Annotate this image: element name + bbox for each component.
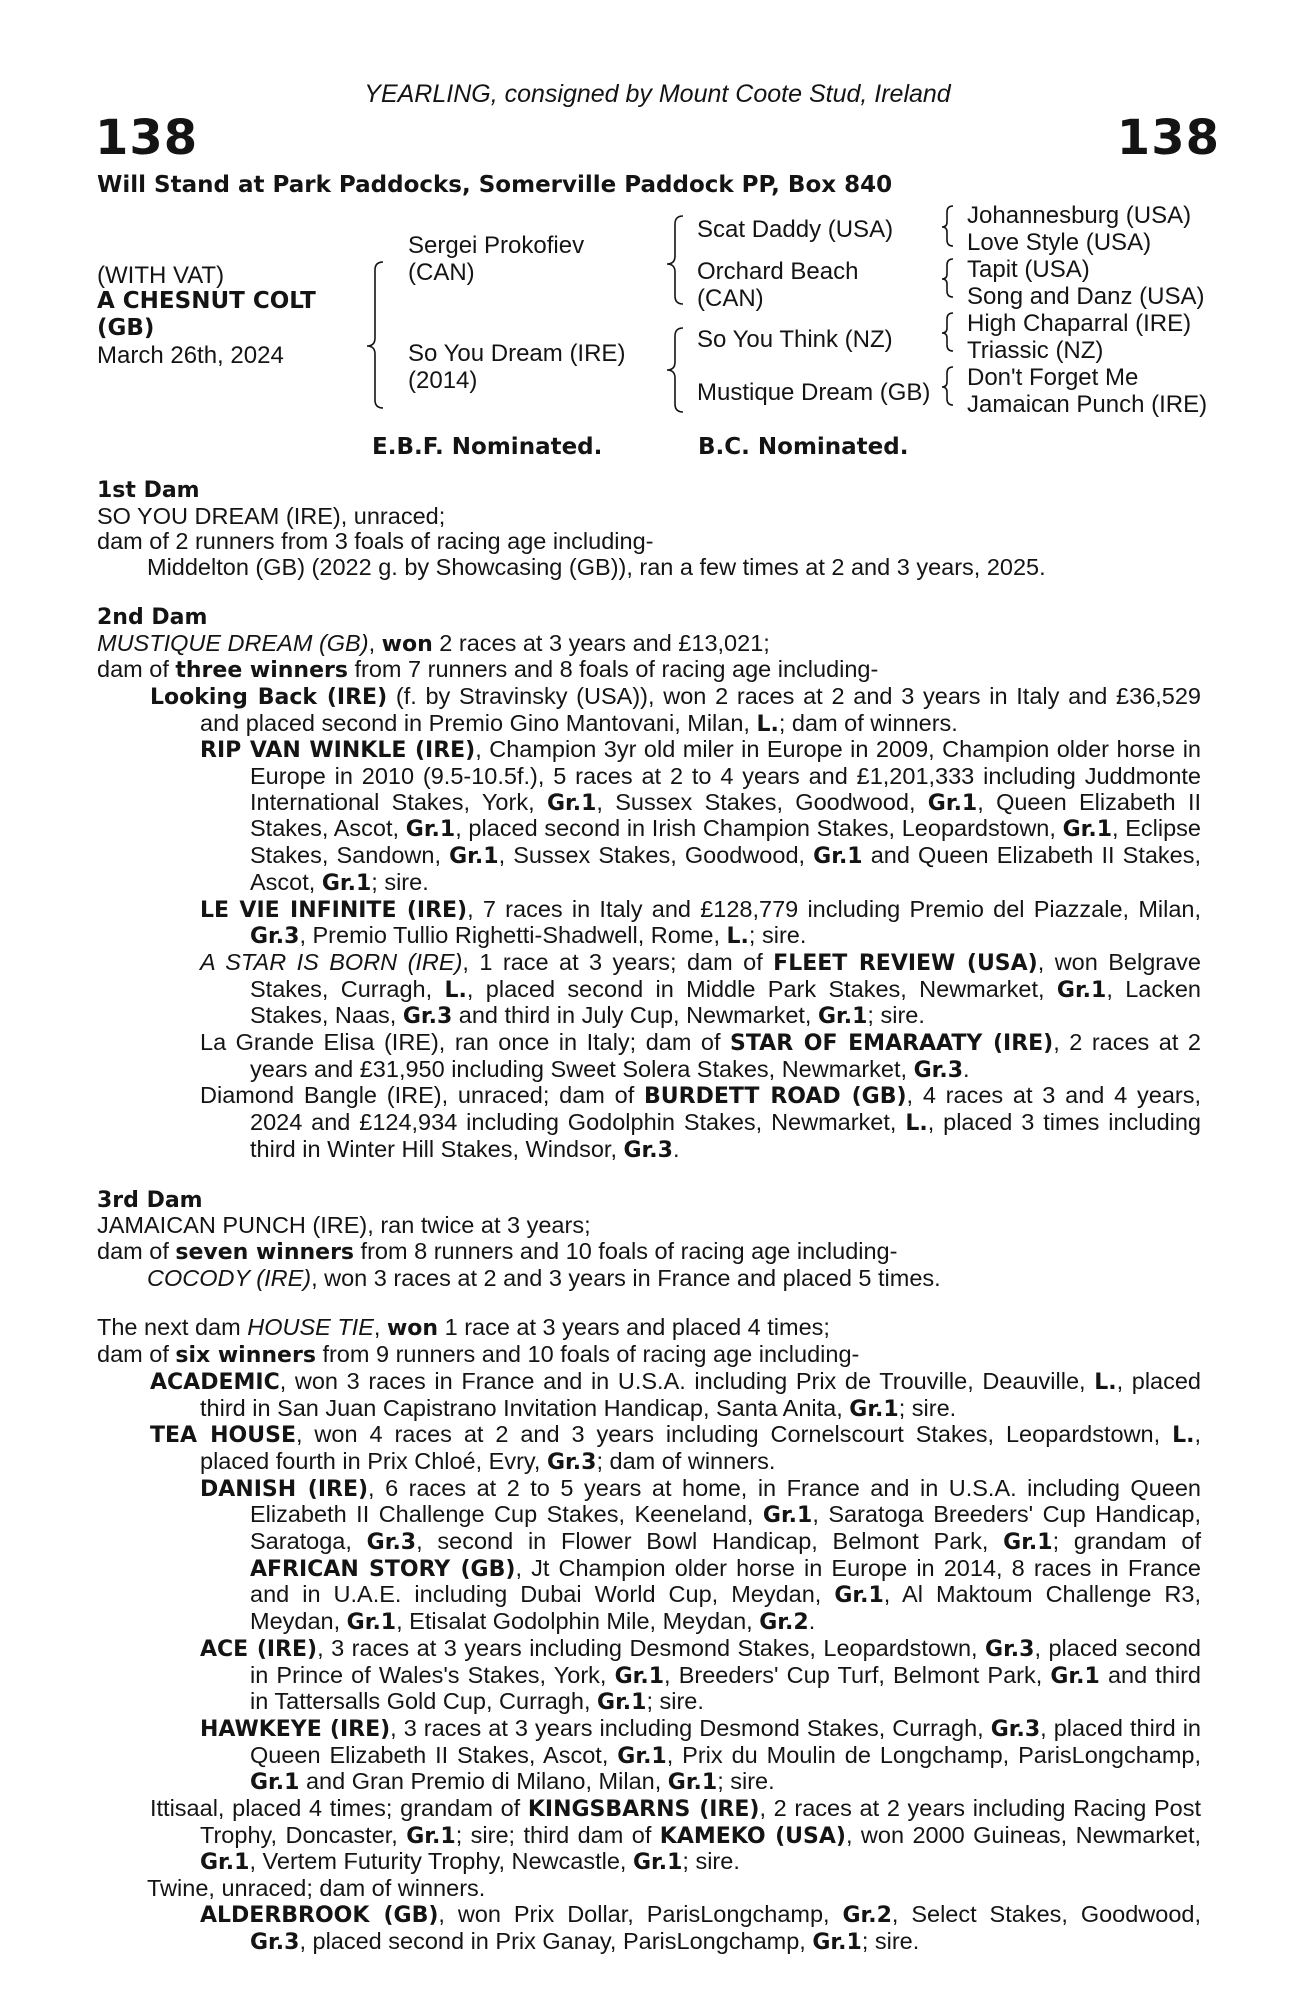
next-dam-won: won — [386, 1316, 439, 1342]
dam-sire: So You Think (NZ) — [697, 326, 893, 353]
third-dam-line: JAMAICAN PUNCH (IRE), ran twice at 3 years; — [97, 1212, 591, 1239]
first-dam-line: SO YOU DREAM (IRE), unraced; — [97, 502, 446, 529]
first-dam-heading: 1st Dam — [97, 478, 200, 503]
entry-academic: ACADEMIC, won 3 races in France and in U.S.A. including Prix de Trouville, Deauville, L., placed third in San Juan Capistrano Invitation Handicap, Santa Anita, Gr.1; sire. — [150, 1367, 1202, 1422]
third-dam-produce — [97, 1239, 1201, 1266]
vat-label: (WITH VAT) — [97, 262, 225, 289]
next-dam-line — [97, 1315, 1201, 1342]
next-dam-c: , — [373, 1314, 387, 1341]
next-dam-a: The next dam — [97, 1314, 248, 1341]
lot-number-left: 138 — [95, 110, 199, 166]
next-dam-produce-c: from 9 runners and 10 foals of racing age including- — [315, 1341, 860, 1368]
entry-cocody — [97, 1266, 1201, 1292]
third-dam-winners: seven winners — [175, 1239, 355, 1265]
brace-ss — [942, 206, 953, 246]
sire-dam: Orchard Beach — [697, 258, 859, 285]
entry-danish: DANISH (IRE), 6 races at 2 to 5 years at home, in France and in U.S.A. including Queen Elizabeth II Challenge Cup Stakes, Keeneland, Gr.1, Saratoga Breeders' Cup Handicap, Saratoga, Gr.3, second in Flower Bowl Handicap, Belmont Park, Gr.1; grandam of AFRICAN STORY (GB), Jt Champion older horse in Europe in 2014, 8 races in France and in U.A.E. including Dubai World Cup, Meydan, Gr.1, Al Maktoum Challenge R3, Meydan, Gr.1, Etisalat Godolphin Mile, Meydan, Gr.2. — [200, 1474, 1202, 1636]
dam-sire-sire: High Chaparral (IRE) — [967, 310, 1192, 337]
dam-dam-dam: Jamaican Punch (IRE) — [967, 391, 1208, 418]
second-dam-produce-c: from 7 runners and 8 foals of racing age including- — [347, 656, 879, 683]
brace-colt — [367, 262, 383, 408]
sire-dam-country: (CAN) — [697, 285, 764, 312]
dam-dam: Mustique Dream (GB) — [697, 379, 931, 406]
brace-sire — [667, 216, 683, 304]
second-dam-heading: 2nd Dam — [97, 604, 208, 630]
brace-sd — [942, 259, 953, 297]
bc-nomination: B.C. Nominated. — [698, 434, 909, 460]
stand-location: Will Stand at Park Paddocks, Somerville Paddock PP, Box 840 — [97, 172, 893, 198]
first-dam-produce: dam of 2 runners from 3 foals of racing age including- — [97, 528, 654, 555]
second-dam-won: won — [381, 631, 433, 657]
entry-diamond-bangle: Diamond Bangle (IRE), unraced; dam of BURDETT ROAD (GB), 4 races at 3 and 4 years, 2024 and £124,934 including Godolphin Stakes, Newmarket, L., placed 3 times including third in Winter Hill Stakes, Windsor, Gr.3. — [200, 1082, 1202, 1163]
lot-number-right: 138 — [1116, 110, 1220, 166]
first-dam-runner: Middelton (GB) (2022 g. by Showcasing (GB)), ran a few times at 2 and 3 years, 2025. — [147, 554, 1046, 581]
sire-sire-sire: Johannesburg (USA) — [967, 202, 1192, 229]
dam-year: (2014) — [408, 367, 478, 394]
ebf-nomination: E.B.F. Nominated. — [372, 434, 603, 460]
entry-rip-van-winkle: RIP VAN WINKLE (IRE), Champion 3yr old miler in Europe in 2009, Champion older horse in Europe in 2010 (9.5-10.5f.), 5 races at 2 to 4 years and £1,201,333 including Juddmonte International Stakes, York, Gr.1, Sussex Stakes, Goodwood, Gr.1, Queen Elizabeth II Stakes, Ascot, Gr.1, placed second in Irish Champion Stakes, Leopardstown, Gr.1, Eclipse Stakes, Sandown, Gr.1, Sussex Stakes, Goodwood, Gr.1 and Queen Elizabeth II Stakes, Ascot, Gr.1; sire. — [200, 736, 1202, 896]
brace-ds — [942, 313, 953, 351]
second-dam-record: 2 races at 3 years and £13,021; — [432, 629, 770, 656]
entry-alderbrook: ALDERBROOK (GB), won Prix Dollar, ParisLongchamp, Gr.2, Select Stakes, Goodwood, Gr.3, placed second in Prix Ganay, ParisLongchamp, Gr.1; sire. — [200, 1900, 1202, 1955]
second-dam-line: MUSTIQUE DREAM (GB), won 2 races at 3 years and £13,021; — [97, 629, 770, 657]
colt-description: A CHESNUT COLT — [97, 288, 316, 314]
cocody-record: , won 3 races at 2 and 3 years in France and placed 5 times. — [311, 1264, 941, 1291]
brace-dam — [667, 328, 683, 412]
catalogue-body — [97, 478, 1201, 1955]
foaling-date: March 26th, 2024 — [97, 342, 284, 369]
entry-twine: Twine, unraced; dam of winners. — [147, 1875, 486, 1902]
next-dam-d: 1 race at 3 years and placed 4 times; — [438, 1314, 830, 1341]
dam-sire-dam: Triassic (NZ) — [967, 337, 1104, 364]
second-dam-produce — [97, 657, 1201, 684]
next-dam-name: HOUSE TIE — [247, 1314, 374, 1341]
third-dam-produce-c: from 8 runners and 10 foals of racing age including- — [354, 1237, 898, 1264]
brace-dd — [942, 367, 953, 405]
second-dam-produce-a: dam of — [97, 656, 176, 683]
second-dam-winners: three winners — [175, 658, 348, 684]
entry-la-grande-elisa: La Grande Elisa (IRE), ran once in Italy; dam of STAR OF EMARAATY (IRE), 2 races at 2 years and £31,950 including Sweet Solera Stakes, Newmarket, Gr.3. — [200, 1029, 1201, 1083]
sire-dam-sire: Tapit (USA) — [967, 256, 1090, 283]
cocody-name: COCODY (IRE) — [147, 1264, 312, 1291]
entry-looking-back: Looking Back (IRE) (f. by Stravinsky (USA)), won 2 races at 2 and 3 years in Italy and £36,529 and placed second in Premio Gino Mantovani, Milan, L.; dam of winners. — [150, 682, 1201, 737]
next-dam-produce-a: dam of — [97, 1341, 176, 1368]
second-dam-name: MUSTIQUE DREAM (GB) — [97, 629, 369, 656]
sire-sire: Scat Daddy (USA) — [697, 216, 894, 243]
entry-a-star-is-born: A STAR IS BORN (IRE), 1 race at 3 years; dam of FLEET REVIEW (USA), won Belgrave Stakes, Curragh, L., placed second in Middle Park Stakes, Newmarket, Gr.1, Lacken Stakes, Naas, Gr.3 and third in July Cup, Newmarket, Gr.1; sire. — [200, 948, 1201, 1030]
consignment-line: YEARLING, consigned by Mount Coote Stud, Ireland — [364, 80, 951, 108]
sire-sire-dam: Love Style (USA) — [967, 229, 1152, 256]
colt-country: (GB) — [97, 315, 155, 341]
dam-name: So You Dream (IRE) — [408, 340, 626, 367]
next-dam-winners: six winners — [175, 1343, 316, 1369]
third-dam-produce-a: dam of — [97, 1237, 176, 1264]
entry-ittisaal: Ittisaal, placed 4 times; grandam of KINGSBARNS (IRE), 2 races at 2 years including Racing Post Trophy, Doncaster, Gr.1; sire; third dam of KAMEKO (USA), won 2000 Guineas, Newmarket, Gr.1, Vertem Futurity Trophy, Newcastle, Gr.1; sire. — [150, 1795, 1201, 1876]
sire-country: (CAN) — [408, 259, 475, 286]
entry-ace: ACE (IRE), 3 races at 3 years including Desmond Stakes, Leopardstown, Gr.3, placed second in Prince of Wales's Stakes, York, Gr.1, Breeders' Cup Turf, Belmont Park, Gr.1 and third in Tattersalls Gold Cup, Curragh, Gr.1; sire. — [200, 1634, 1201, 1716]
next-dam-produce — [97, 1342, 1201, 1369]
entry-le-vie-infinite: LE VIE INFINITE (IRE), 7 races in Italy and £128,779 including Premio del Piazzale, Milan, Gr.3, Premio Tullio Righetti-Shadwell, Rome, L.; sire. — [200, 895, 1201, 950]
entry-tea-house: TEA HOUSE, won 4 races at 2 and 3 years including Cornelscourt Stakes, Leopardstown, L., placed fourth in Prix Chloé, Evry, Gr.3; dam of winners. — [150, 1421, 1201, 1475]
entry-hawkeye: HAWKEYE (IRE), 3 races at 3 years including Desmond Stakes, Curragh, Gr.3, placed third in Queen Elizabeth II Stakes, Ascot, Gr.1, Prix du Moulin de Longchamp, ParisLongchamp, Gr.1 and Gran Premio di Milano, Milan, Gr.1; sire. — [200, 1714, 1202, 1796]
dam-dam-sire: Don't Forget Me — [967, 364, 1139, 391]
sire-dam-dam: Song and Danz (USA) — [967, 283, 1205, 310]
third-dam-heading: 3rd Dam — [97, 1187, 203, 1213]
sire-name: Sergei Prokofiev — [408, 232, 585, 259]
